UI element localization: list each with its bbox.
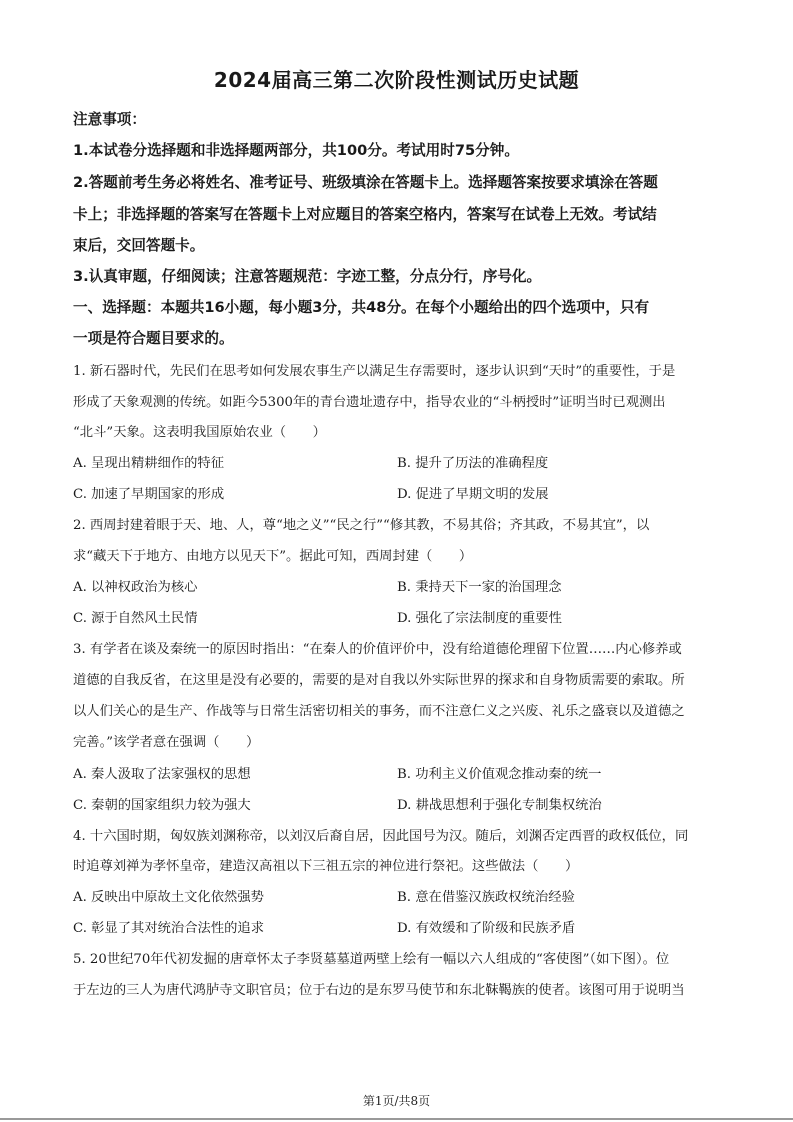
notice-line-3: 卡上；非选择题的答案写在答题卡上对应题目的答案空格内，答案写在试卷上无效。考试结 (73, 206, 657, 223)
question-2-option-b: B. 秉持天下一家的治国理念 (397, 580, 562, 595)
question-3-option-d: D. 耕战思想利于强化专制集权统治 (397, 798, 602, 813)
question-1-line-3: “北斗”天象。这表明我国原始农业（ ） (73, 425, 326, 440)
question-5-line-2: 于左边的三人为唐代鸿胪寺文职官员；位于右边的是东罗马使节和东北靺鞨族的使者。该图可用于说明当 (73, 983, 685, 998)
question-4-line-1: 4. 十六国时期，匈奴族刘渊称帝，以刘汉后裔自居，因此国号为汉。随后，刘渊否定西晋的政权低位，同 (73, 829, 689, 844)
notice-line-5: 3.认真审题，仔细阅读；注意答题规范：字迹工整，分点分行，序号化。 (73, 268, 542, 285)
notice-heading: 注意事项： (73, 111, 146, 128)
page-footer: 第1页/共8页 (362, 1094, 431, 1108)
question-1-option-d: D. 促进了早期文明的发展 (397, 487, 549, 502)
question-3-line-2: 道德的自我反省，在这里是没有必要的，需要的是对自我以外实际世界的探求和自身物质需要的索取。所 (73, 673, 685, 688)
question-1-option-a: A. 呈现出精耕细作的特征 (73, 456, 225, 471)
notice-line-4: 束后，交回答题卡。 (73, 237, 205, 254)
question-1-option-b: B. 提升了历法的准确程度 (397, 456, 549, 471)
question-1-line-2: 形成了天象观测的传统。如距今5300年的青台遗址遗存中，指导农业的“斗柄授时”证明当时已观测出 (73, 395, 666, 410)
section-heading-line-2: 一项是符合题目要求的。 (73, 330, 234, 347)
notice-line-2: 2.答题前考生务必将姓名、准考证号、班级填涂在答题卡上。选择题答案按要求填涂在答题 (73, 174, 658, 191)
question-2-line-2: 求“藏天下于地方、由地方以见天下”。据此可知，西周封建（ ） (73, 549, 473, 564)
question-2-option-a: A. 以神权政治为核心 (73, 580, 198, 595)
question-4-option-d: D. 有效缓和了阶级和民族矛盾 (397, 921, 576, 936)
question-1-line-1: 1. 新石器时代，先民们在思考如何发展农事生产以满足生存需要时，逐步认识到“天时”的重要性，于是 (73, 364, 676, 379)
question-4-line-2: 时追尊刘禅为孝怀皇帝，建造汉高祖以下三祖五宗的神位进行祭祀。这些做法（ ） (73, 859, 579, 874)
question-3-line-1: 3. 有学者在谈及秦统一的原因时指出：“在秦人的价值评价中，没有给道德伦理留下位置……内心修养或 (73, 642, 682, 657)
bottom-rule (0, 1118, 793, 1120)
question-3-option-a: A. 秦人汲取了法家强权的思想 (73, 767, 251, 782)
question-3-option-b: B. 功利主义价值观念推动秦的统一 (397, 767, 602, 782)
question-2-option-d: D. 强化了宗法制度的重要性 (397, 611, 562, 626)
notice-line-1: 1.本试卷分选择题和非选择题两部分，共100分。考试用时75分钟。 (73, 142, 519, 159)
page-title: 2024届高三第二次阶段性测试历史试题 (213, 68, 580, 92)
question-4-option-b: B. 意在借鉴汉族政权统治经验 (397, 890, 575, 905)
question-4-option-a: A. 反映出中原故土文化依然强势 (73, 890, 264, 905)
question-2-option-c: C. 源于自然风土民情 (73, 611, 198, 626)
question-3-line-3: 以人们关心的是生产、作战等与日常生活密切相关的事务，而不注意仁义之兴废、礼乐之盛衰以及道德之 (73, 704, 685, 719)
question-3-line-4: 完善。”该学者意在强调（ ） (73, 735, 260, 750)
question-2-line-1: 2. 西周封建着眼于天、地、人，尊“地之义”“民之行”“修其教，不易其俗；齐其政，不易其宜”，以 (73, 518, 650, 533)
question-5-line-1: 5. 20世纪70年代初发掘的唐章怀太子李贤墓墓道两壁上绘有一幅以六人组成的“客使图”（如下图）。位 (73, 952, 670, 967)
question-1-option-c: C. 加速了早期国家的形成 (73, 487, 225, 502)
section-heading-line-1: 一、选择题：本题共16小题，每小题3分，共48分。在每个小题给出的四个选项中，只有 (73, 299, 650, 316)
question-4-option-c: C. 彰显了其对统治合法性的追求 (73, 921, 265, 936)
question-3-option-c: C. 秦朝的国家组织力较为强大 (73, 798, 251, 813)
